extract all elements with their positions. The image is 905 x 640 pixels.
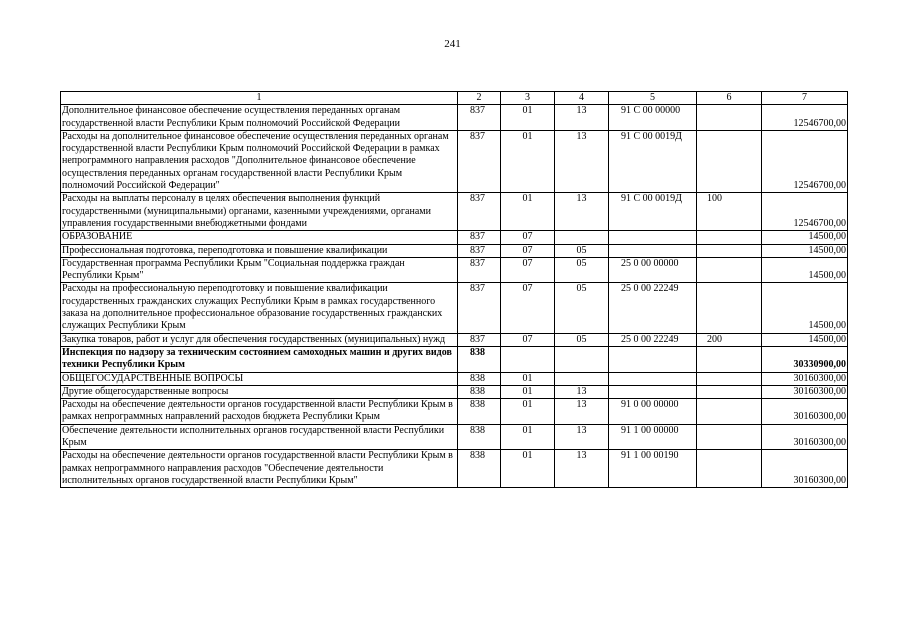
row-description: Дополнительное финансовое обеспечение осуществления переданных органам государственной власти Республики Крым полномочий Российской Федерации — [61, 105, 458, 131]
amount: 30160300,00 — [762, 399, 848, 425]
expense-type-code: 200 — [697, 333, 762, 346]
subsection-code: 13 — [555, 399, 609, 425]
row-description: Профессиональная подготовка, переподготовка и повышение квалификации — [61, 244, 458, 257]
expense-type-code: 100 — [697, 193, 762, 231]
row-description: Государственная программа Республики Крым "Социальная поддержка граждан Республики Крым" — [61, 257, 458, 283]
amount: 12546700,00 — [762, 130, 848, 192]
section-code: 07 — [501, 333, 555, 346]
expense-type-code — [697, 372, 762, 385]
subsection-code: 05 — [555, 283, 609, 333]
row-description: ОБРАЗОВАНИЕ — [61, 231, 458, 244]
section-code: 07 — [501, 244, 555, 257]
row-description: Расходы на обеспечение деятельности органов государственной власти Республики Крым в рамках непрограммного направления расходов "Обеспечение деятельности исполнительных органов государственной власти Республики Крым" — [61, 450, 458, 488]
section-code: 01 — [501, 450, 555, 488]
ministry-code: 837 — [458, 333, 501, 346]
table-row — [61, 346, 848, 372]
table-row — [61, 105, 848, 131]
expense-type-code — [697, 283, 762, 333]
subsection-code: 13 — [555, 193, 609, 231]
table-row — [61, 193, 848, 231]
amount: 14500,00 — [762, 257, 848, 283]
column-header: 2 — [458, 92, 501, 105]
budget-table — [60, 91, 848, 488]
table-row — [61, 244, 848, 257]
expense-type-code — [697, 450, 762, 488]
table-row — [61, 333, 848, 346]
amount: 14500,00 — [762, 333, 848, 346]
amount: 12546700,00 — [762, 193, 848, 231]
column-header: 7 — [762, 92, 848, 105]
row-description: Расходы на дополнительное финансовое обеспечение осуществления переданных органам государственной власти Республики Крым полномочий Российской Федерации в рамках непрограммного направления расходов "Дополнительное финансовое обеспечение осуществления переданных органам государственной власти Республики Крым полномочий Российской Федерации" — [61, 130, 458, 192]
ministry-code: 837 — [458, 257, 501, 283]
target-article-code — [609, 372, 697, 385]
target-article-code — [609, 244, 697, 257]
subsection-code: 13 — [555, 130, 609, 192]
ministry-code: 838 — [458, 424, 501, 450]
section-code: 07 — [501, 231, 555, 244]
page-number: 241 — [444, 38, 461, 50]
amount: 30160300,00 — [762, 450, 848, 488]
target-article-code — [609, 385, 697, 398]
table-row — [61, 257, 848, 283]
expense-type-code — [697, 385, 762, 398]
amount: 30160300,00 — [762, 385, 848, 398]
subsection-code: 13 — [555, 105, 609, 131]
expense-type-code — [697, 346, 762, 372]
row-description: Расходы на обеспечение деятельности органов государственной власти Республики Крым в рамках непрограммных направлений расходов бюджета Республики Крым — [61, 399, 458, 425]
column-header: 3 — [501, 92, 555, 105]
table-row — [61, 231, 848, 244]
table-row — [61, 372, 848, 385]
expense-type-code — [697, 130, 762, 192]
target-article-code: 25 0 00 22249 — [609, 283, 697, 333]
expense-type-code — [697, 399, 762, 425]
ministry-code: 837 — [458, 193, 501, 231]
target-article-code: 91 С 00 0019Д — [609, 193, 697, 231]
row-description: ОБЩЕГОСУДАРСТВЕННЫЕ ВОПРОСЫ — [61, 372, 458, 385]
target-article-code: 91 С 00 00000 — [609, 105, 697, 131]
subsection-code: 05 — [555, 257, 609, 283]
ministry-code: 838 — [458, 346, 501, 372]
section-code: 01 — [501, 385, 555, 398]
table-row — [61, 450, 848, 488]
column-header: 6 — [697, 92, 762, 105]
section-code: 01 — [501, 130, 555, 192]
section-code — [501, 346, 555, 372]
subsection-code — [555, 372, 609, 385]
subsection-code: 13 — [555, 424, 609, 450]
subsection-code: 13 — [555, 385, 609, 398]
target-article-code: 25 0 00 00000 — [609, 257, 697, 283]
ministry-code: 837 — [458, 231, 501, 244]
ministry-code: 837 — [458, 130, 501, 192]
section-code: 01 — [501, 193, 555, 231]
table-row — [61, 424, 848, 450]
ministry-code: 838 — [458, 399, 501, 425]
row-description: Расходы на профессиональную переподготовку и повышение квалификации государственных гражданских служащих Республики Крым в рамках государственного заказа на дополнительное профессиональное образование государственных гражданских служащих Республики Крым — [61, 283, 458, 333]
target-article-code: 25 0 00 22249 — [609, 333, 697, 346]
target-article-code — [609, 346, 697, 372]
expense-type-code — [697, 244, 762, 257]
section-code: 01 — [501, 372, 555, 385]
column-header: 5 — [609, 92, 697, 105]
subsection-code: 05 — [555, 333, 609, 346]
row-description: Инспекция по надзору за техническим состоянием самоходных машин и других видов техники Республики Крым — [61, 346, 458, 372]
expense-type-code — [697, 231, 762, 244]
subsection-code: 13 — [555, 450, 609, 488]
ministry-code: 837 — [458, 105, 501, 131]
expense-type-code — [697, 424, 762, 450]
amount: 30160300,00 — [762, 372, 848, 385]
amount: 12546700,00 — [762, 105, 848, 131]
expense-type-code — [697, 105, 762, 131]
amount: 14500,00 — [762, 244, 848, 257]
ministry-code: 838 — [458, 450, 501, 488]
table-header-row — [61, 92, 848, 105]
row-description: Другие общегосударственные вопросы — [61, 385, 458, 398]
row-description: Обеспечение деятельности исполнительных органов государственной власти Республики Крым — [61, 424, 458, 450]
ministry-code: 838 — [458, 385, 501, 398]
section-code: 01 — [501, 424, 555, 450]
target-article-code: 91 0 00 00000 — [609, 399, 697, 425]
target-article-code: 91 1 00 00190 — [609, 450, 697, 488]
amount: 30160300,00 — [762, 424, 848, 450]
column-header: 1 — [61, 92, 458, 105]
row-description: Закупка товаров, работ и услуг для обеспечения государственных (муниципальных) нужд — [61, 333, 458, 346]
target-article-code: 91 1 00 00000 — [609, 424, 697, 450]
subsection-code — [555, 231, 609, 244]
table-row — [61, 130, 848, 192]
subsection-code — [555, 346, 609, 372]
section-code: 07 — [501, 283, 555, 333]
section-code: 01 — [501, 399, 555, 425]
row-description: Расходы на выплаты персоналу в целях обеспечения выполнения функций государственными (муниципальными) органами, казенными учреждениями, органами управления государственными внебюджетными фондами — [61, 193, 458, 231]
amount: 14500,00 — [762, 283, 848, 333]
subsection-code: 05 — [555, 244, 609, 257]
expense-type-code — [697, 257, 762, 283]
section-code: 07 — [501, 257, 555, 283]
ministry-code: 838 — [458, 372, 501, 385]
target-article-code — [609, 231, 697, 244]
table-row — [61, 385, 848, 398]
section-code: 01 — [501, 105, 555, 131]
amount: 14500,00 — [762, 231, 848, 244]
ministry-code: 837 — [458, 283, 501, 333]
table-row — [61, 283, 848, 333]
column-header: 4 — [555, 92, 609, 105]
target-article-code: 91 С 00 0019Д — [609, 130, 697, 192]
amount: 30330900,00 — [762, 346, 848, 372]
ministry-code: 837 — [458, 244, 501, 257]
table-row — [61, 399, 848, 425]
